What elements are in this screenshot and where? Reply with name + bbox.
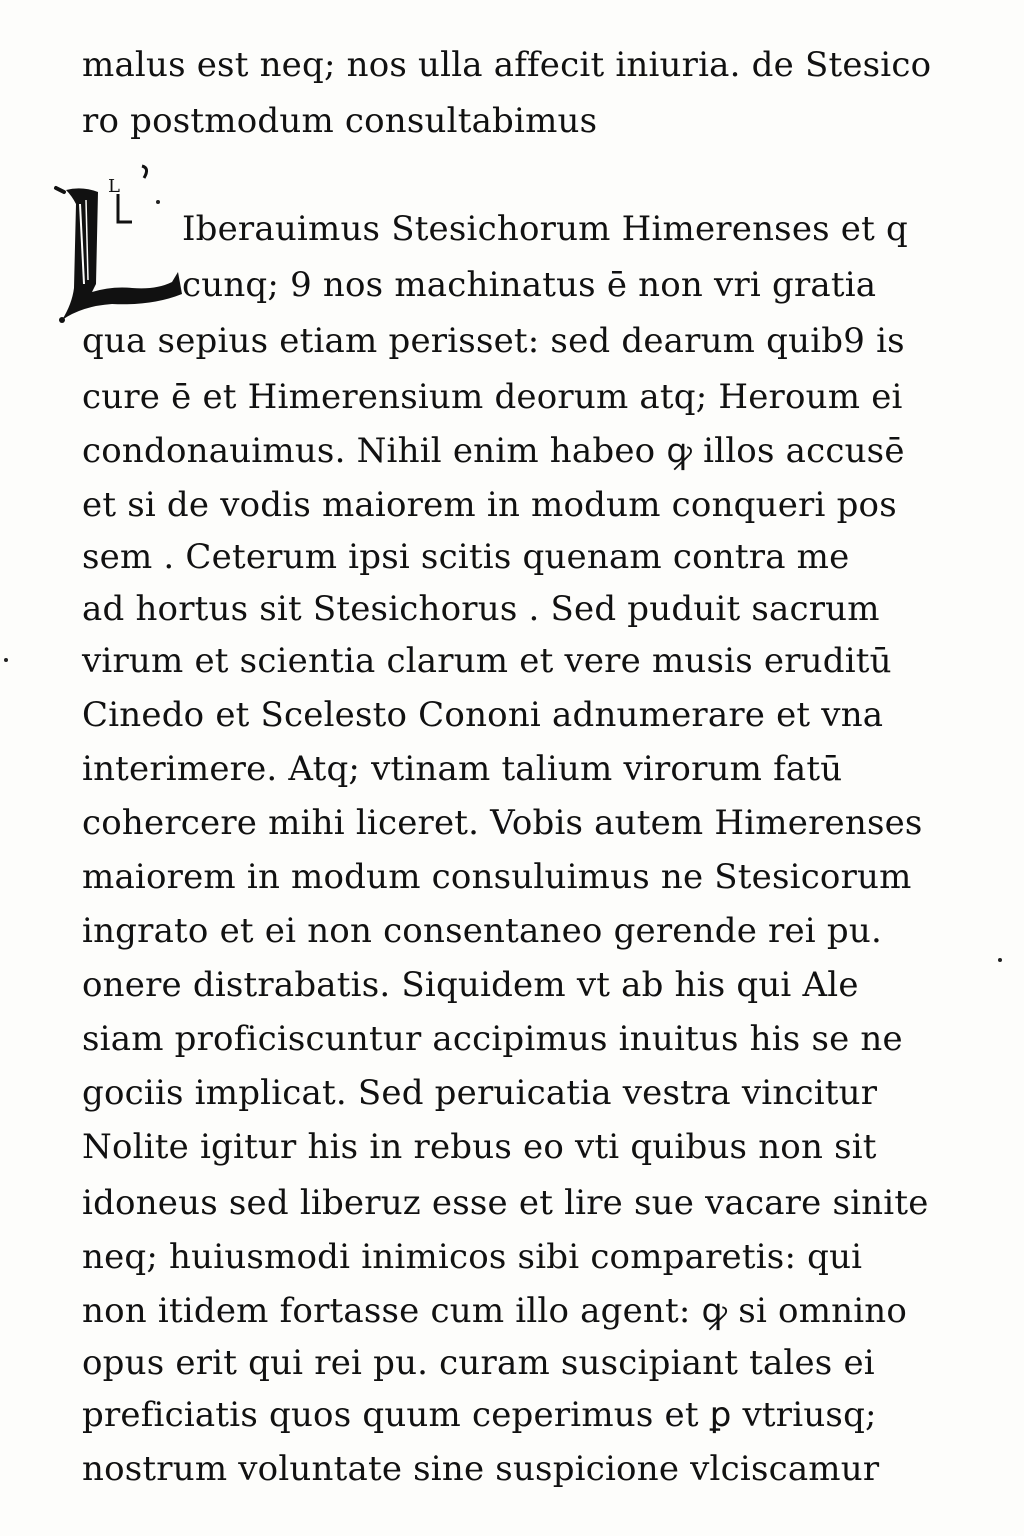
text-line: malus est neq; nos ulla affecit iniuria. de Stesico — [82, 45, 932, 85]
text-line: ad hortus sit Stesichorus . Sed puduit sacrum — [82, 589, 880, 629]
text-line: cohercere mihi liceret. Vobis autem Himerenses — [82, 803, 923, 843]
text-line: condonauimus. Nihil enim habeo ꝙ illos accusē — [82, 431, 905, 471]
text-line: cunq; 9 nos machinatus ē non vri gratia — [182, 265, 877, 305]
text-line: nostrum voluntate sine suspicione vlciscamur — [82, 1449, 880, 1489]
text-line: et si de vodis maiorem in modum conqueri pos — [82, 485, 897, 525]
text-line: virum et scientia clarum et vere musis eruditū — [82, 641, 892, 681]
text-line: onere distrabatis. Siquidem vt ab his qui Ale — [82, 965, 859, 1005]
text-line: preficiatis quos quum ceperimus et ꝑ vtriusq; — [82, 1395, 877, 1435]
scan-speck — [156, 200, 160, 204]
text-line: Iberauimus Stesichorum Himerenses et q — [182, 209, 908, 249]
text-line: gociis implicat. Sed peruicatia vestra vincitur — [82, 1073, 878, 1113]
text-line: ro postmodum consultabimus — [82, 101, 598, 141]
text-line: interimere. Atq; vtinam talium virorum fatū — [82, 749, 843, 789]
text-line: ingrato et ei non consentaneo gerende rei pu. — [82, 911, 882, 951]
text-line: Cinedo et Scelesto Cononi adnumerare et vna — [82, 695, 884, 735]
text-line: Nolite igitur his in rebus eo vti quibus non sit — [82, 1127, 877, 1167]
text-line: non itidem fortasse cum illo agent: ꝙ si omnino — [82, 1291, 908, 1331]
text-line: cure ē et Himerensium deorum atq; Heroum ei — [82, 377, 903, 417]
text-line: siam proficiscuntur accipimus inuitus his se ne — [82, 1019, 903, 1059]
scan-speck — [998, 958, 1002, 962]
scan-speck — [4, 658, 8, 662]
text-line: sem . Ceterum ipsi scitis quenam contra me — [82, 537, 850, 577]
text-line: neq; huiusmodi inimicos sibi comparetis: qui — [82, 1237, 863, 1277]
drop-cap-initial — [52, 164, 192, 334]
text-line: qua sepius etiam perisset: sed dearum quib9 is — [82, 321, 905, 361]
text-line: maiorem in modum consuluimus ne Stesicorum — [82, 857, 912, 897]
text-line: opus erit qui rei pu. curam suscipiant tales ei — [82, 1343, 875, 1383]
drop-cap-letter: L — [108, 176, 120, 197]
text-line: idoneus sed liberuz esse et lire sue vacare sinite — [82, 1183, 929, 1223]
